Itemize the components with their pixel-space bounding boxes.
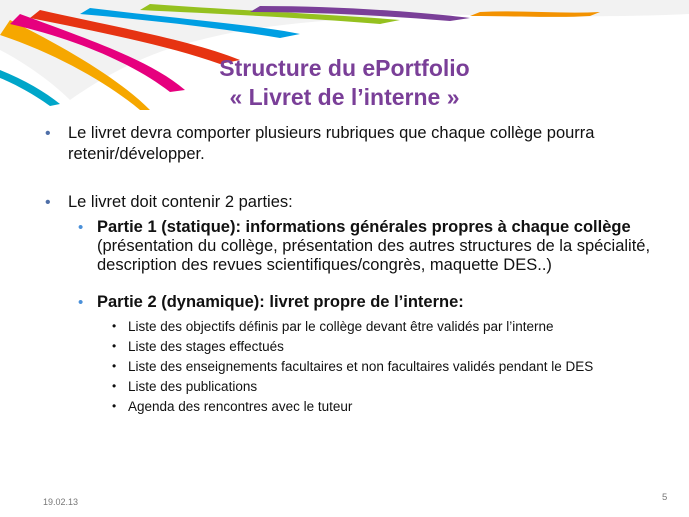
list-item-text: Agenda des rencontres avec le tuteur [128, 399, 353, 414]
slide-title-line-2: « Livret de l’interne » [229, 84, 460, 110]
bullet-dot-icon: • [45, 125, 51, 142]
list-item-text: Liste des enseignements facultaires et non facultaires validés pendant le DES [128, 359, 594, 374]
list-bullet-icon: • [112, 379, 117, 393]
list-item-text: Liste des publications [128, 379, 258, 394]
sub-bullet-part-1 [78, 218, 657, 275]
list-item-text: Liste des objectifs définis par le collège devant être validés par l’interne [128, 319, 554, 334]
list-bullet-icon: • [112, 359, 117, 373]
bullet-item-1 [45, 123, 653, 165]
part-2-heading: Partie 2 (dynamique): livret propre de l’interne: [97, 293, 464, 311]
list-bullet-icon: • [112, 319, 117, 333]
list-item [112, 317, 554, 336]
sub-bullet-dot-icon: • [78, 219, 84, 236]
slide-title [0, 54, 689, 112]
list-bullet-icon: • [112, 399, 117, 413]
sub-bullet-part-2 [78, 293, 657, 312]
list-item [112, 357, 594, 376]
bullet-dot-icon: • [45, 194, 51, 211]
part-1-heading: Partie 1 (statique): informations générales propres à chaque collège [97, 218, 631, 236]
list-item-text: Liste des stages effectués [128, 339, 284, 354]
sub-bullet-dot-icon: • [78, 294, 84, 311]
page-number: 5 [662, 492, 668, 503]
slide-title-line-1: Structure du ePortfolio [219, 55, 470, 81]
list-item [112, 377, 258, 396]
part-1-text: (présentation du collège, présentation des autres structures de la spécialité, description des revues scientifiques/congrès, maquette DES..) [97, 237, 651, 274]
list-bullet-icon: • [112, 339, 117, 353]
list-item [112, 337, 284, 356]
bullet-item-2 [45, 192, 653, 213]
bullet-item-1-text: Le livret devra comporter plusieurs rubriques que chaque collège pourra retenir/développer. [68, 124, 595, 163]
list-item [112, 397, 353, 416]
footer-date: 19.02.13 [43, 497, 79, 507]
bullet-item-2-text: Le livret doit contenir 2 parties: [68, 193, 293, 211]
